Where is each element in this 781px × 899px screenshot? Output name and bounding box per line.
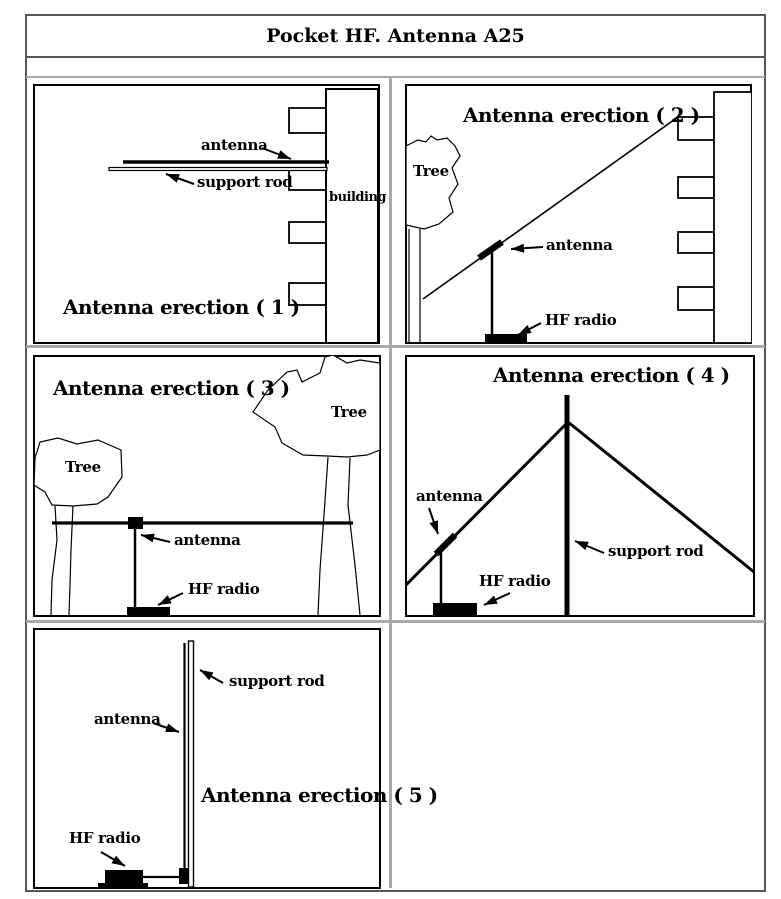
hf-radio-shape [127, 607, 170, 615]
panel-5-border [34, 629, 380, 888]
support-rod-arrow-head [200, 670, 214, 680]
panel-1-title: Antenna erection ( 1 ) [63, 295, 300, 319]
support-rod-arrow-head [166, 174, 180, 183]
hf-radio-arrow-head [484, 596, 498, 606]
support-rod-shape [189, 641, 194, 887]
tree-label: Tree [331, 403, 367, 421]
antenna-label: antenna [174, 531, 241, 549]
hf-radio-arrow-head [518, 325, 532, 335]
window-shape [678, 177, 714, 198]
antenna-segment [479, 242, 502, 258]
page-title: Pocket HF. Antenna A25 [266, 25, 525, 47]
header-divider [25, 56, 766, 58]
row-divider-2 [26, 620, 765, 623]
antenna-label: antenna [546, 236, 613, 254]
antenna-arrow-head [511, 244, 524, 253]
panel-3-title: Antenna erection ( 3 ) [53, 376, 290, 400]
empty-cell [392, 624, 765, 890]
hf-radio-shape [433, 603, 477, 615]
hf-radio-shape [485, 334, 527, 344]
tree-trunk [318, 457, 328, 615]
antenna-arrow-head [430, 520, 439, 534]
hf-radio-arrow-head [112, 856, 126, 866]
window-shape [289, 222, 327, 243]
support-rod-arrow-head [575, 541, 589, 550]
antenna-segment [436, 535, 455, 554]
building-shape [326, 89, 378, 343]
panel-5-title: Antenna erection ( 5 ) [201, 783, 438, 807]
support-rod-label: support rod [197, 173, 293, 191]
antenna-label: antenna [416, 487, 483, 505]
hf-radio-base [98, 883, 148, 889]
tree-label: Tree [413, 162, 449, 180]
window-shape [678, 232, 714, 253]
window-shape [289, 108, 327, 133]
hf-radio-label: HF radio [69, 829, 141, 847]
antenna-label: antenna [94, 710, 161, 728]
antenna-arrow-head [141, 534, 155, 543]
panel-4-border [406, 356, 754, 616]
support-rod-shape [109, 168, 327, 171]
hf-radio-arrow-head [158, 595, 172, 605]
hf-radio-label: HF radio [188, 580, 260, 598]
panel-4-drawing [405, 355, 755, 617]
panel-5-drawing [33, 628, 381, 889]
antenna-arrow-head [165, 724, 179, 733]
tree-label: Tree [65, 458, 101, 476]
panel-antenna-erection-3 [33, 355, 381, 617]
antenna-connector [179, 868, 188, 884]
tree-trunk [348, 458, 360, 615]
hf-radio-label: HF radio [545, 311, 617, 329]
hf-radio-shape [105, 870, 143, 883]
spacer-row-divider [26, 76, 765, 78]
panel-4-title: Antenna erection ( 4 ) [493, 363, 730, 387]
building-label: building [329, 190, 386, 205]
panel-antenna-erection-1 [33, 84, 386, 344]
support-rod-label: support rod [608, 542, 704, 560]
panel-antenna-erection-4 [405, 355, 755, 617]
antenna-arrow-head [277, 150, 291, 159]
window-shape [678, 287, 714, 310]
hf-radio-label: HF radio [479, 572, 551, 590]
support-rod-label: support rod [229, 672, 325, 690]
panel-2-title: Antenna erection ( 2 ) [463, 103, 700, 127]
wire-line [423, 117, 678, 299]
building-shape [714, 92, 752, 343]
row-divider-1 [26, 345, 765, 348]
antenna-connector [128, 517, 143, 529]
antenna-label: antenna [201, 136, 268, 154]
panel-antenna-erection-5 [33, 628, 438, 889]
window-shape [289, 168, 327, 190]
panel-antenna-erection-2 [405, 84, 752, 344]
tree-foliage [406, 136, 460, 229]
